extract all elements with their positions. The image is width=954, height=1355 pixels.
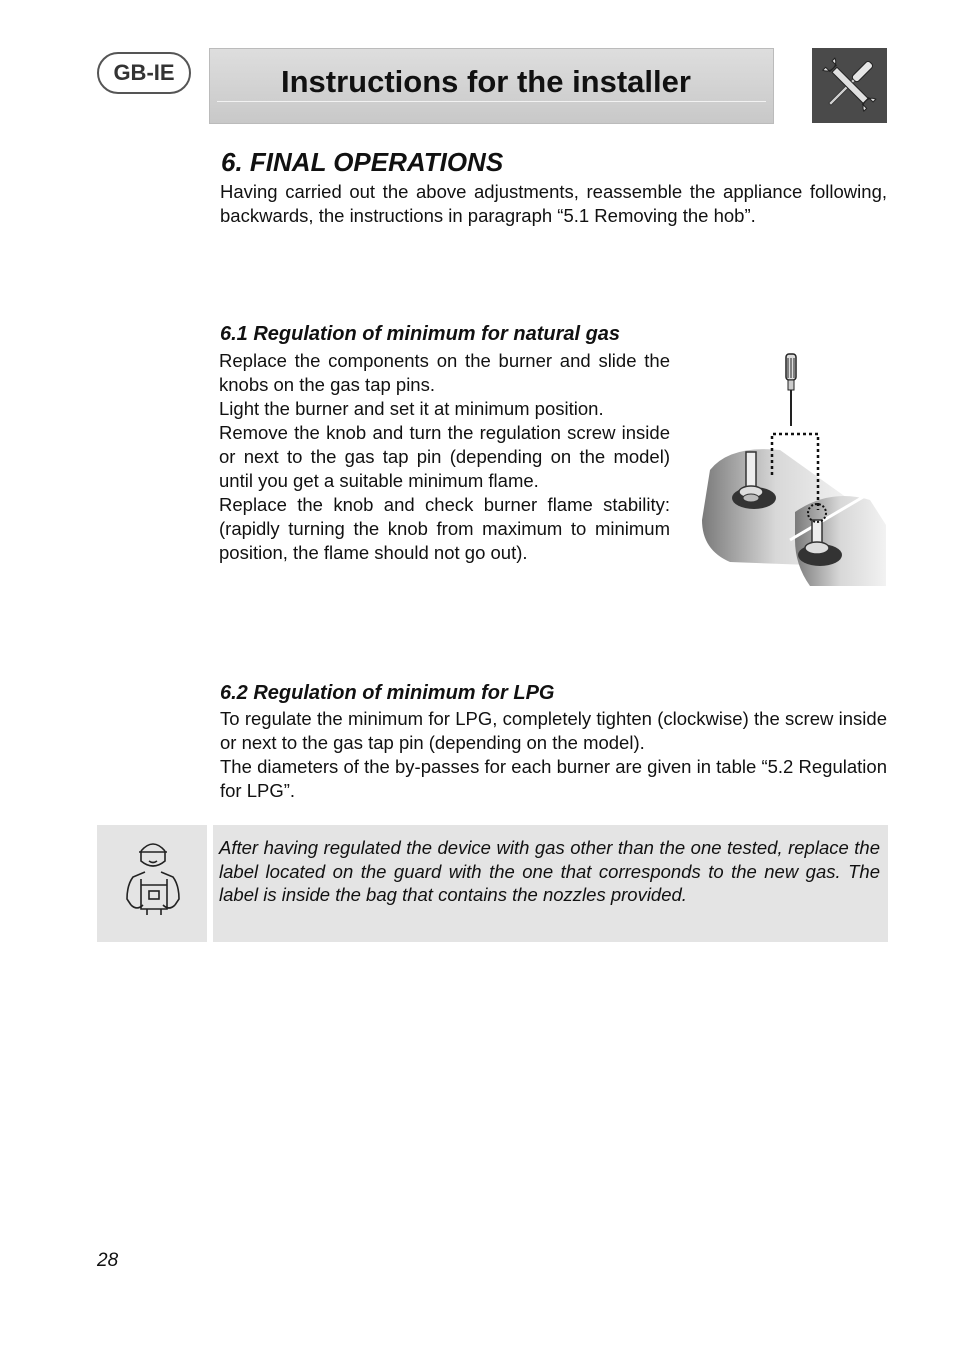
subsection-title-lpg: 6.2 Regulation of minimum for LPG (220, 682, 555, 704)
section-intro (220, 180, 887, 228)
note-box (213, 825, 888, 942)
natural-gas-step: Remove the knob and turn the regulation screw inside or next to the gas tap pin (depending on the model) until you get a suitable minimum flame. (219, 422, 670, 491)
intro-paragraph: Having carried out the above adjustments, reassemble the appliance following, backwards, the instructions in paragraph “5.1 Removing the hob”. (220, 181, 887, 226)
header-bar (209, 48, 774, 124)
page-number: 28 (97, 1250, 119, 1271)
section-title: 6. FINAL OPERATIONS (221, 147, 504, 177)
technician-icon (97, 825, 207, 942)
lpg-paragraph: The diameters of the by-passes for each burner are given in table “5.2 Regulation for LPG”. (220, 756, 887, 801)
note-text: After having regulated the device with gas other than the one tested, replace the label located on the guard with the one that corresponds to the new gas. The label is inside the bag that contains the nozzles provided. (219, 837, 880, 905)
page-title: Instructions for the installer (281, 64, 691, 99)
natural-gas-step: Replace the components on the burner and slide the knobs on the gas tap pins. (219, 350, 670, 395)
natural-gas-instructions (219, 349, 670, 565)
natural-gas-step: Light the burner and set it at minimum position. (219, 398, 604, 419)
wrench-screwdriver-icon (812, 48, 887, 123)
region-badge: GB-IE (97, 52, 191, 94)
lpg-instructions (220, 707, 887, 803)
technician-icon-box (97, 825, 207, 942)
subsection-title-natural-gas: 6.1 Regulation of minimum for natural gas (220, 323, 621, 345)
natural-gas-step: Replace the knob and check burner flame stability: (rapidly turning the knob from maximum to minimum position, the flame should not go out). (219, 494, 670, 563)
screwdriver-gas-tap-illustration (700, 350, 888, 588)
lpg-paragraph: To regulate the minimum for LPG, completely tighten (clockwise) the screw inside or next to the gas tap pin (depending on the model). (220, 708, 887, 753)
